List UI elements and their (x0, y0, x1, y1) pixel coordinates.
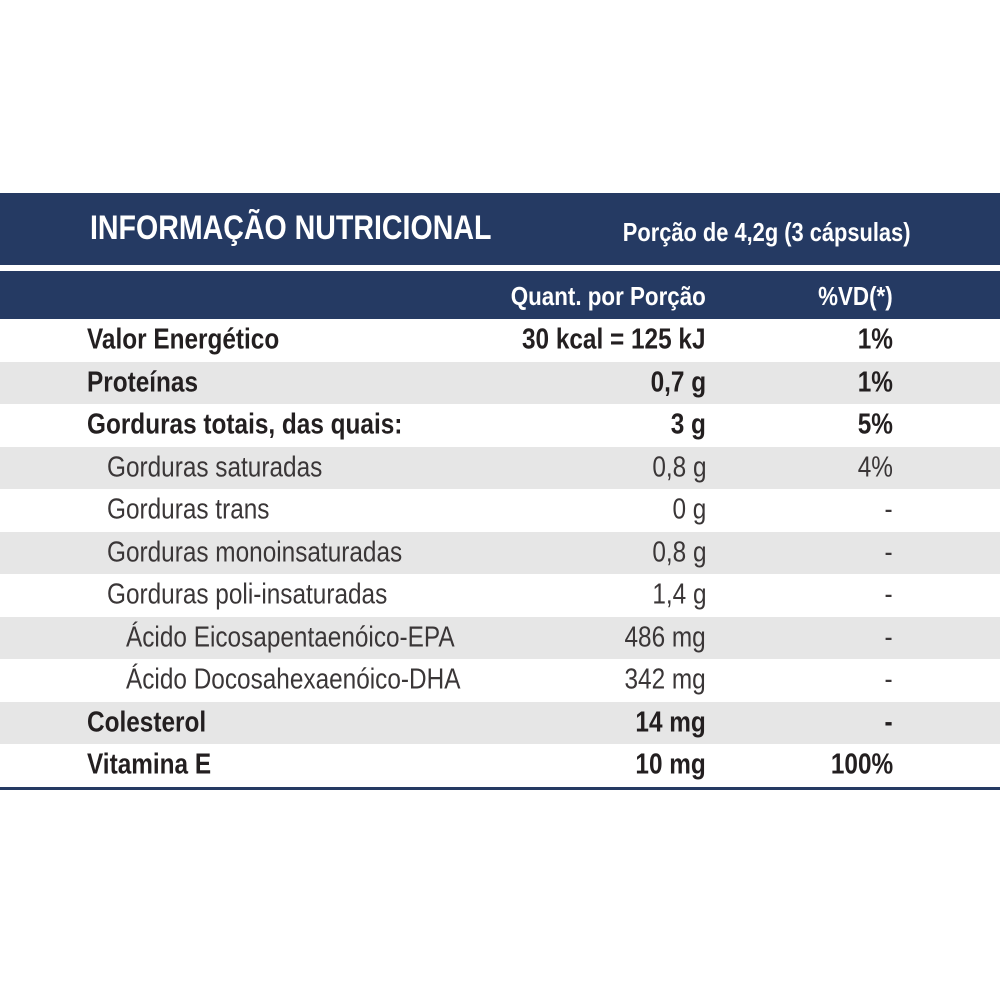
nutrient-daily-value: - (884, 621, 893, 654)
table-row (0, 659, 1000, 702)
nutrient-daily-value: 1% (857, 323, 893, 356)
nutrient-name: Valor Energético (87, 323, 280, 356)
nutrient-name: Gorduras poli-insaturadas (107, 578, 388, 611)
table-row (0, 319, 1000, 362)
column-header-bar (0, 271, 1000, 319)
nutrient-name: Vitamina E (87, 748, 212, 781)
nutrient-quantity: 14 mg (635, 706, 706, 739)
nutrient-name: Colesterol (87, 706, 207, 739)
table-row (0, 447, 1000, 490)
nutrient-daily-value: - (884, 706, 893, 739)
label-title: INFORMAÇÃO NUTRICIONAL (90, 209, 492, 247)
portion-size: Porção de 4,2g (3 cápsulas) (622, 217, 910, 247)
nutrient-quantity: 3 g (670, 408, 706, 441)
nutrient-quantity: 10 mg (635, 748, 706, 781)
nutrient-quantity: 342 mg (624, 663, 706, 696)
nutrient-quantity: 30 kcal = 125 kJ (522, 323, 706, 356)
column-header-quantity: Quant. por Porção (510, 281, 706, 311)
column-header-daily-value: %VD(*) (818, 281, 893, 311)
nutrient-quantity: 1,4 g (651, 578, 706, 611)
nutrient-quantity: 0,8 g (651, 451, 706, 484)
nutrient-name: Gorduras saturadas (107, 451, 323, 484)
nutrient-quantity: 486 mg (624, 621, 706, 654)
table-row (0, 532, 1000, 575)
nutrient-daily-value: 100% (830, 748, 893, 781)
title-bar (0, 193, 1000, 265)
nutrient-quantity: 0,8 g (651, 536, 706, 569)
nutrient-daily-value: 1% (857, 366, 893, 399)
nutrient-daily-value: 5% (857, 408, 893, 441)
table-row (0, 362, 1000, 405)
table-row (0, 574, 1000, 617)
nutrient-daily-value: - (884, 536, 893, 569)
nutrient-name: Ácido Docosahexaenóico-DHA (126, 663, 461, 696)
table-row (0, 404, 1000, 447)
nutrient-table (0, 319, 1000, 790)
table-row (0, 489, 1000, 532)
nutrient-daily-value: - (884, 663, 893, 696)
nutrient-daily-value: - (884, 578, 893, 611)
nutrient-name: Gorduras trans (107, 493, 270, 526)
nutrition-facts-label (0, 193, 1000, 790)
table-row (0, 617, 1000, 660)
nutrient-name: Ácido Eicosapentaenóico-EPA (126, 621, 455, 654)
table-row (0, 702, 1000, 745)
nutrient-quantity: 0,7 g (650, 366, 706, 399)
nutrient-name: Proteínas (87, 366, 199, 399)
table-row (0, 744, 1000, 787)
nutrient-daily-value: 4% (857, 451, 893, 484)
nutrient-name: Gorduras totais, das quais: (87, 408, 403, 441)
nutrient-daily-value: - (884, 493, 893, 526)
nutrient-name: Gorduras monoinsaturadas (107, 536, 403, 569)
nutrient-quantity: 0 g (672, 493, 706, 526)
